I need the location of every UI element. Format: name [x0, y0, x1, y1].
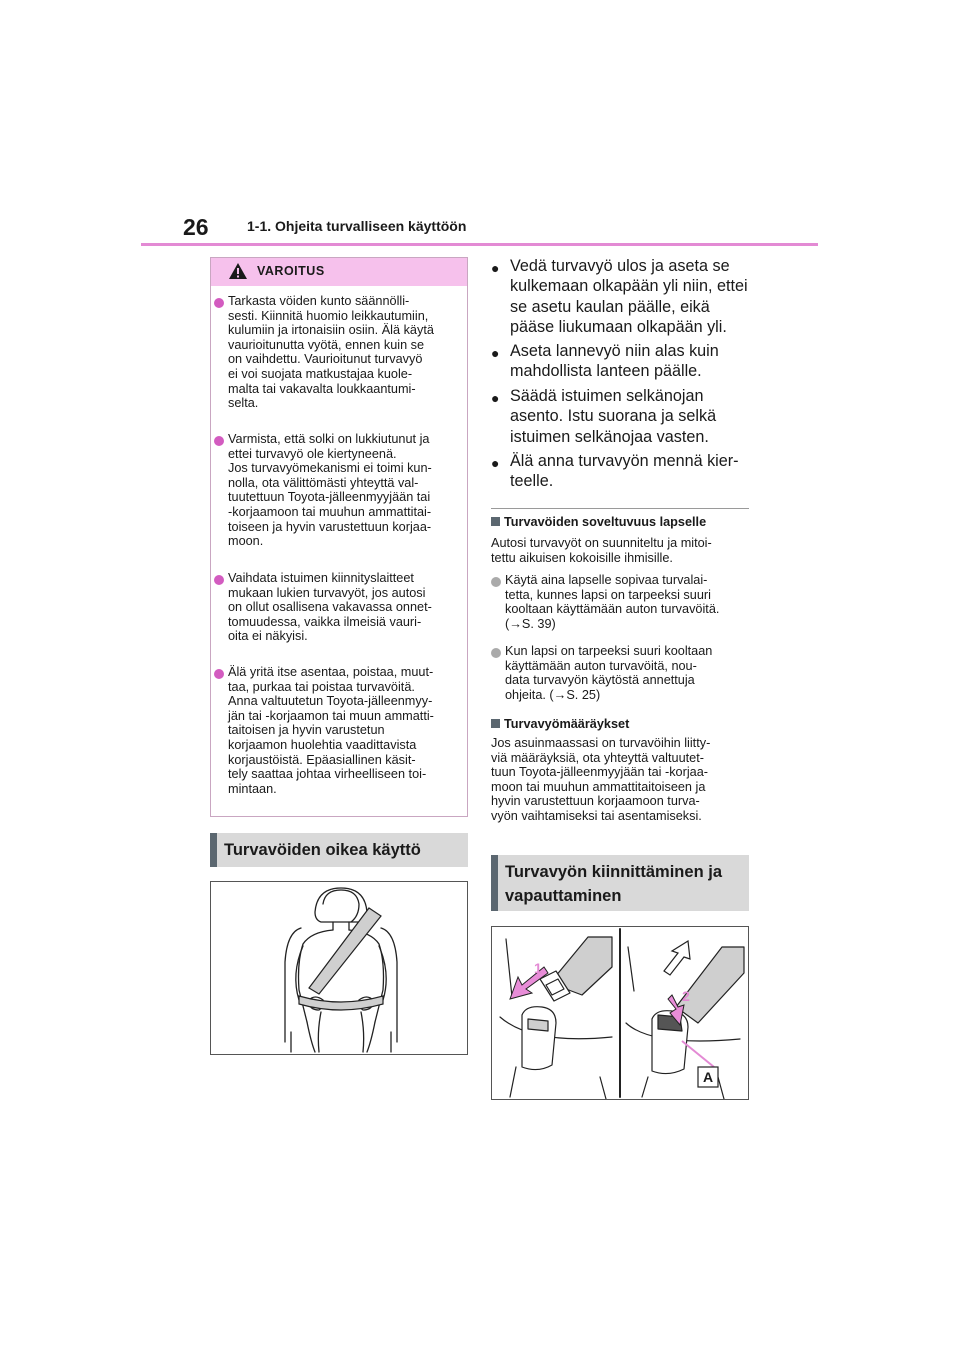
bullet-icon: ●	[491, 260, 500, 276]
usage-text: Aseta lannevyö niin alas kuin mahdollista lanteen päälle.	[510, 342, 719, 381]
header-rule	[141, 243, 818, 246]
warning-text: Vaihdata istuimen kiinnityslaitteet mukaan lukien turvavyöt, jos autosi on ollut osallisena vakavassa onnet- tomuudessa, vaikka ilmeisiä vauri- oita ei näkyisi.	[228, 571, 432, 644]
section-title: Turvavyön kiinnittäminen ja vapauttaminen	[505, 863, 722, 905]
step-label-1: 1	[534, 960, 542, 976]
warning-header	[211, 258, 467, 286]
bullet-icon: ●	[491, 390, 500, 406]
chapter-title: 1-1. Ohjeita turvalliseen käyttöön	[247, 218, 467, 234]
bullet-icon	[214, 436, 224, 446]
usage-text: Vedä turvavyö ulos ja aseta se kulkemaan olkapään yli niin, ettei se asetu kaulan päälle, eikä pääse liukumaan olkapään yli.	[510, 257, 748, 336]
divider	[491, 508, 749, 509]
page-number: 26	[183, 214, 209, 240]
paragraph: Jos asuinmaassasi on turvavöihin liitty- viä määräyksiä, ota yhteyttä valtuutet- tuun Toyota-jälleenmyyjään tai -korjaa- moon tai muuhun ammattitaitoiseen ja hyvin varustettuun korjaamoon turva- vyön vaihtamiseksi tai asentamiseksi.	[491, 736, 711, 823]
warning-text: Tarkasta vöiden kunto säännölli- sesti. Kiinnitä huomio leikkautumiin, kulumiin ja irtonaisiin osiin. Älä käytä vaurioitunutta vyötä, ennen kuin se on vaihdettu. Vaurioitunut turvavyö ei voi suojata matkustajaa kuole- malta tai vakavalta loukkaantumi- selta.	[228, 294, 434, 411]
paragraph: Autosi turvavyöt on suunniteltu ja mitoi- tettu aikuisen kokoisille ihmisille.	[491, 536, 712, 565]
bullet-icon: ●	[491, 345, 500, 361]
subsection-heading: Turvavyömääräykset	[491, 717, 629, 731]
bullet-icon	[214, 575, 224, 585]
warning-triangle-icon	[228, 262, 248, 280]
usage-text: Älä anna turvavyön mennä kier- teelle.	[510, 452, 739, 491]
bullet-icon	[491, 648, 501, 658]
step-label-2: 2	[682, 988, 690, 1004]
warning-title: VAROITUS	[257, 264, 325, 278]
square-bullet-icon	[491, 517, 500, 526]
bullet-icon	[214, 298, 224, 308]
usage-text: Säädä istuimen selkänojan asento. Istu suorana ja selkä istuimen selkänojaa vasten.	[510, 387, 717, 446]
section-title: Turvavöiden oikea käyttö	[224, 841, 421, 859]
seated-person-illustration	[211, 882, 467, 1054]
bullet-icon: ●	[491, 455, 500, 471]
buckle-illustration	[491, 926, 749, 1100]
subsection-heading: Turvavöiden soveltuvuus lapselle	[491, 515, 706, 529]
bullet-icon	[214, 669, 224, 679]
warning-text: Älä yritä itse asentaa, poistaa, muut- taa, purkaa tai poistaa turvavöitä. Anna valtuutetun Toyota-jälleenmyy- jän tai -korjaamon tai muun ammatti- taitoisen ja hyvin varustetun korjaamon huolehtia vaadittavista korjaustöistä. Epäasiallinen käsit- tely saattaa johtaa virheelliseen toi- mintaan.	[228, 665, 434, 796]
warning-text: Varmista, että solki on lukkiutunut ja ettei turvavyö ole kiertyneenä. Jos turvavyömekanismi ei toimi kun- nolla, ota välittömästi yhteyttä val- tuutettuun Toyota-jälleenmyyjään tai -korjaamoon tai muuhun ammattitai- toiseen ja hyvin varustettuun korjaa- moon.	[228, 432, 432, 549]
bullet-icon	[491, 577, 501, 587]
square-bullet-icon	[491, 719, 500, 728]
seatbelt-illustration	[210, 881, 468, 1055]
callout-a: A	[703, 1069, 714, 1085]
